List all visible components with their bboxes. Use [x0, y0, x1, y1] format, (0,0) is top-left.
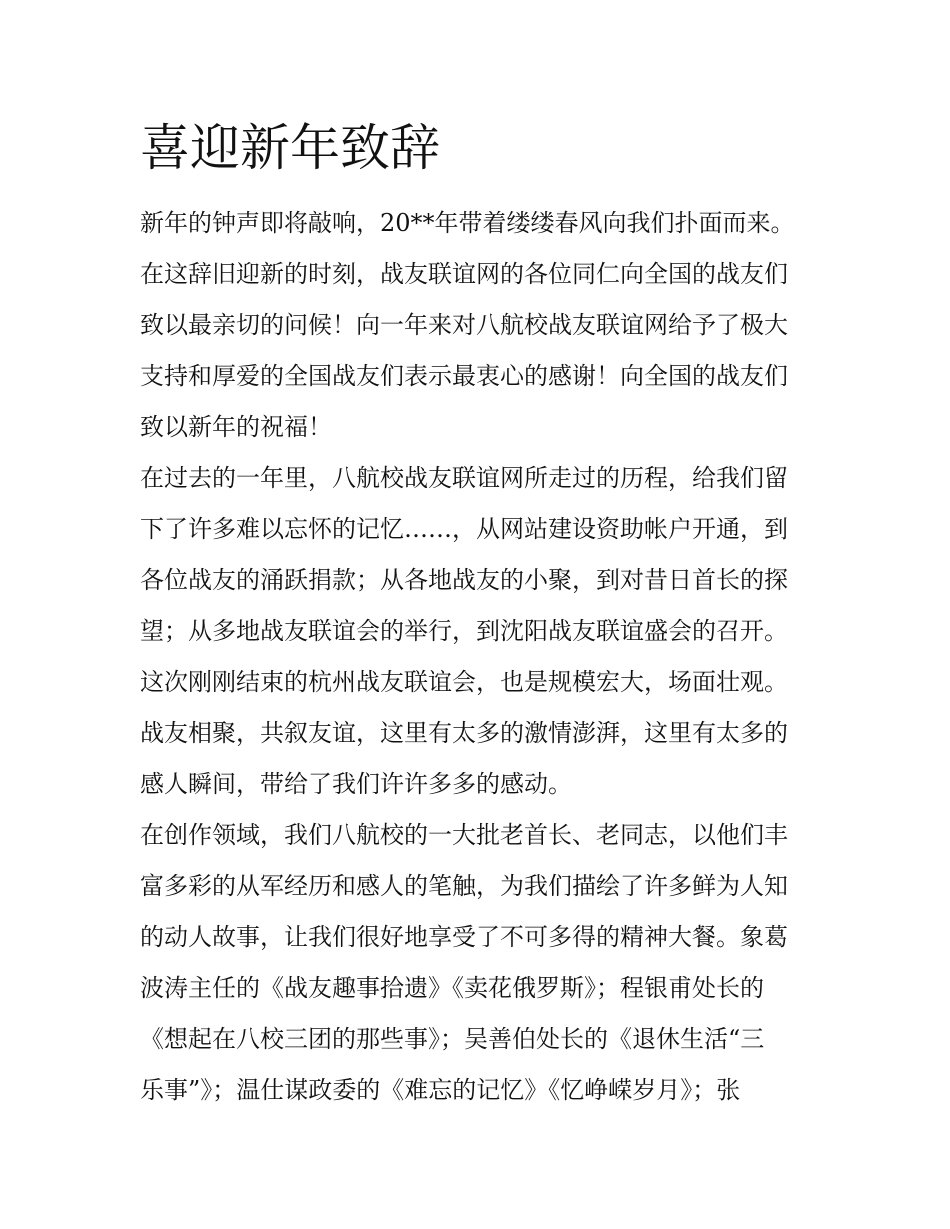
body-line: 支持和厚爱的全国战友们表示最衷心的感谢！向全国的战友们: [140, 362, 788, 390]
body-line: 的动人故事，让我们很好地享受了不可多得的精神大餐。象葛: [140, 923, 788, 951]
body-line: 致以最亲切的问候！向一年来对八航校战友联谊网给予了极大: [140, 311, 788, 339]
body-line: 新年的钟声即将敲响，20**年带着缕缕春风向我们扑面而来。: [140, 209, 795, 237]
body-line: 各位战友的涌跃捐款；从各地战友的小聚，到对昔日首长的探: [140, 566, 788, 594]
document-body: [140, 198, 830, 1116]
body-line: 在创作领域，我们八航校的一大批老首长、老同志，以他们丰: [140, 821, 788, 849]
body-line: 《想起在八校三团的那些事》；吴善伯处长的《退休生活“三: [140, 1025, 765, 1053]
body-line: 乐事”》；温仕谋政委的《难忘的记忆》《忆峥嵘岁月》；张: [140, 1076, 741, 1104]
body-line: 望；从多地战友联谊会的举行，到沈阳战友联谊盛会的召开。: [140, 617, 788, 645]
body-line: 感人瞬间，带给了我们许许多多的感动。: [140, 770, 572, 798]
document-title: 喜迎新年致辞: [140, 119, 440, 177]
body-line: 在这辞旧迎新的时刻，战友联谊网的各位同仁向全国的战友们: [140, 260, 788, 288]
body-line: 战友相聚，共叙友谊，这里有太多的激情澎湃，这里有太多的: [140, 719, 788, 747]
body-line: 富多彩的从军经历和感人的笔触，为我们描绘了许多鲜为人知: [140, 872, 788, 900]
body-line: 致以新年的祝福！: [140, 413, 332, 441]
body-line: 下了许多难以忘怀的记忆……，从网站建设资助帐户开通，到: [140, 515, 788, 543]
body-line: 波涛主任的《战友趣事拾遗》《卖花俄罗斯》；程银甫处长的: [140, 974, 764, 1002]
body-line: 在过去的一年里，八航校战友联谊网所走过的历程，给我们留: [140, 464, 788, 492]
body-line: 这次刚刚结束的杭州战友联谊会，也是规模宏大，场面壮观。: [140, 668, 788, 696]
